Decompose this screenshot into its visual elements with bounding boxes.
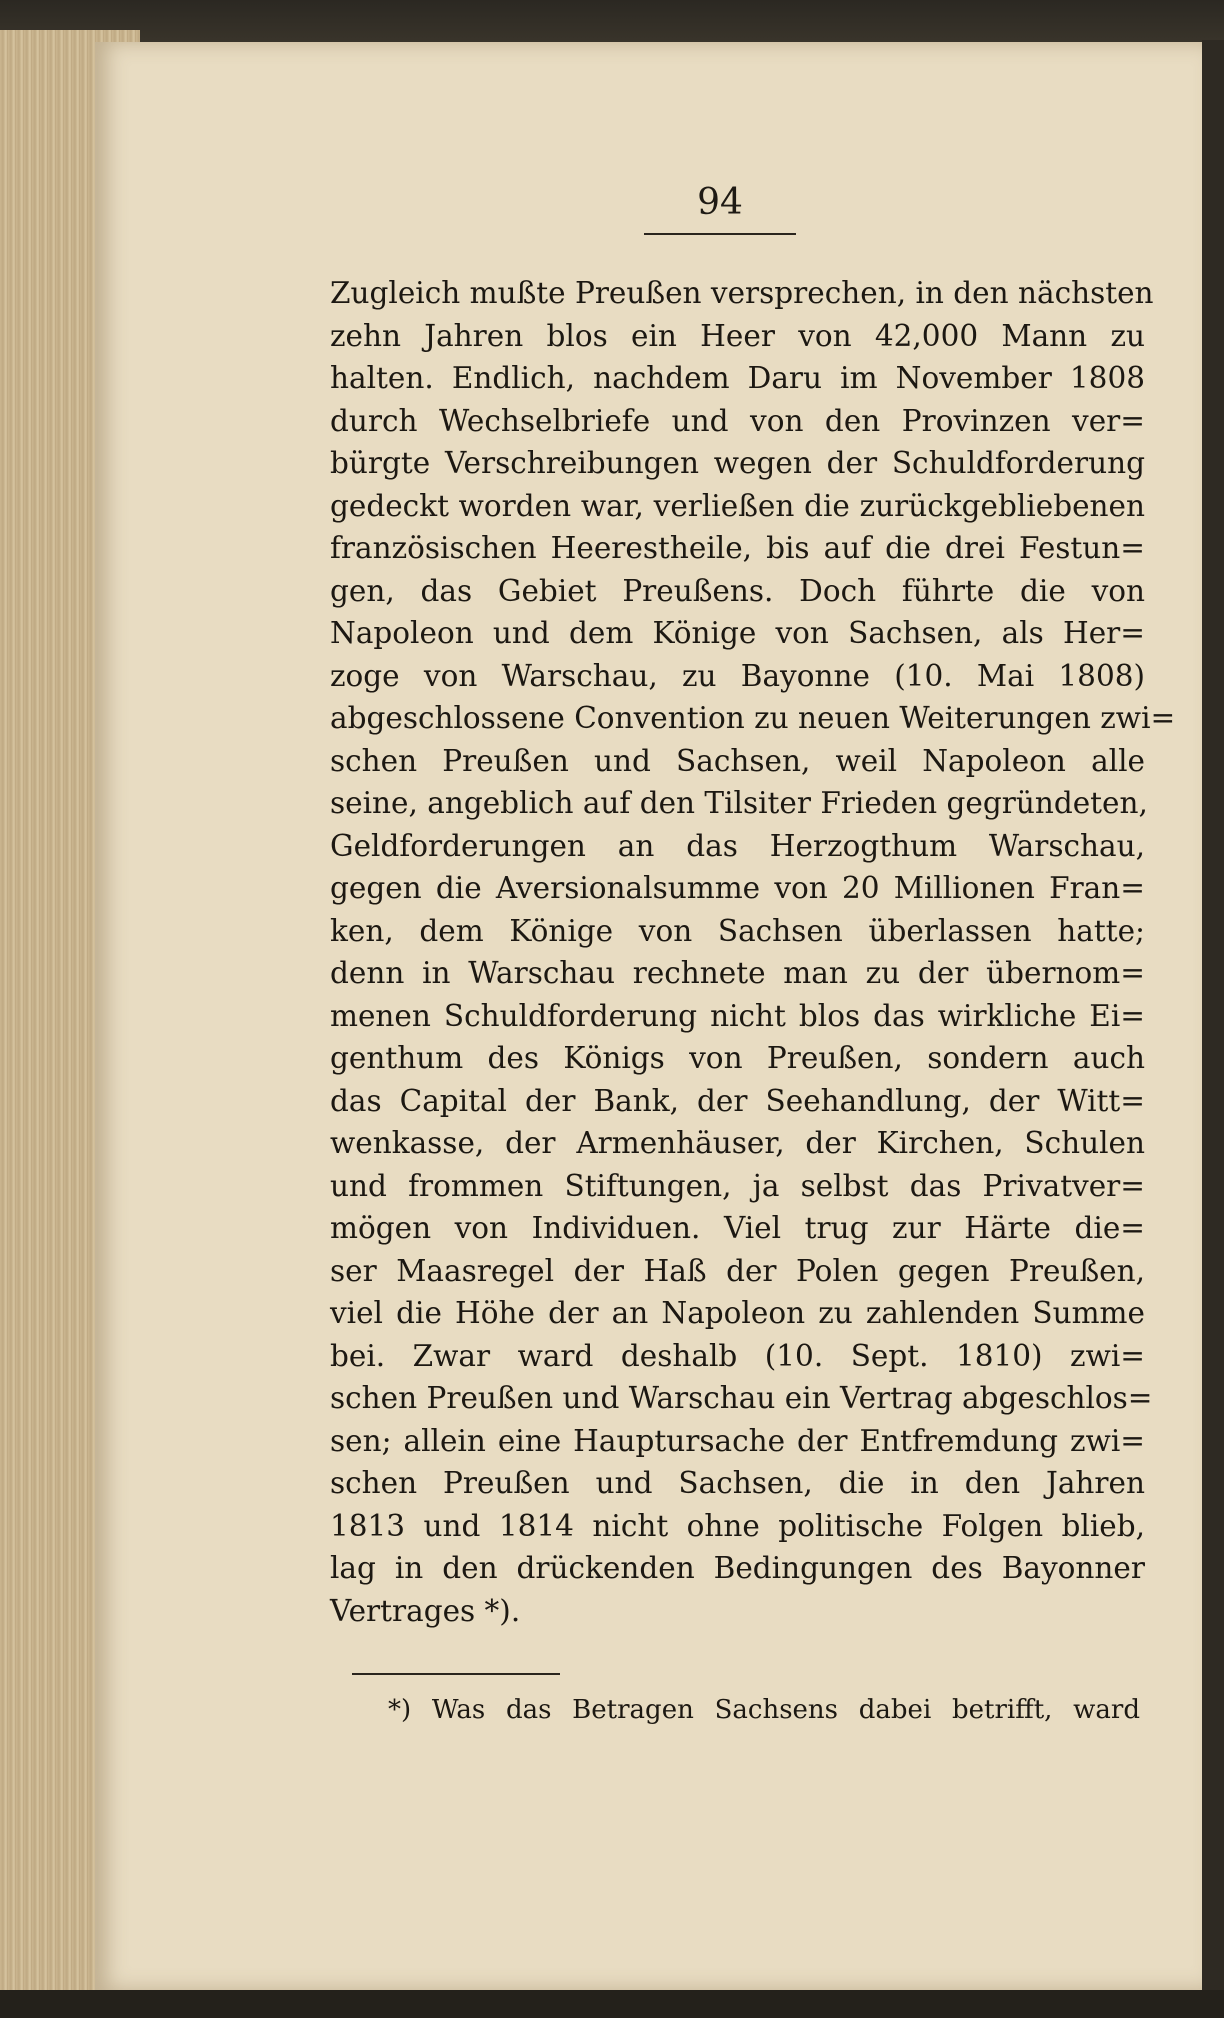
- text-line: das Capital der Bank, der Seehandlung, der Witt=: [330, 1083, 1145, 1118]
- text-line: denn in Warschau rechnete man zu der übernom=: [330, 956, 1145, 990]
- text-line: französischen Heerestheile, bis auf die drei Festun=: [330, 531, 1145, 565]
- text-line: halten. Endlich, nachdem Daru im November 1808: [330, 361, 1145, 395]
- text-line: Geldforderungen an das Herzogthum Warschau,: [330, 828, 1145, 863]
- text-line: zoge von Warschau, zu Bayonne (10. Mai 1808): [330, 658, 1145, 693]
- book-bottom-edge: [0, 1990, 1224, 2018]
- text-line: durch Wechselbriefe und von den Provinzen ver=: [330, 403, 1145, 438]
- text-line: 1813 und 1814 nicht ohne politische Folgen blieb,: [330, 1508, 1145, 1543]
- text-line: seine, angeblich auf den Tilsiter Frieden gegründeten,: [330, 786, 1148, 820]
- text-line: mögen von Individuen. Viel trug zur Härte die=: [330, 1211, 1145, 1245]
- body-text: [330, 272, 1176, 1632]
- text-line: schen Preußen und Sachsen, weil Napoleon alle: [330, 743, 1145, 778]
- text-line: gegen die Aversionalsumme von 20 Millionen Fran=: [330, 871, 1145, 905]
- text-line: zehn Jahren blos ein Heer von 42,000 Mann zu: [330, 318, 1145, 353]
- footnote-rule: [352, 1673, 560, 1675]
- text-line: bei. Zwar ward deshalb (10. Sept. 1810) zwi=: [330, 1338, 1145, 1373]
- text-line: bürgte Verschreibungen wegen der Schuldforderung: [330, 446, 1145, 480]
- text-line: abgeschlossene Convention zu neuen Weiterungen zwi=: [330, 701, 1176, 735]
- text-line: schen Preußen und Sachsen, die in den Jahren: [330, 1466, 1145, 1500]
- header-rule: [644, 233, 796, 235]
- book-top-edge: [0, 0, 1224, 46]
- footnote: *) Was das Betragen Sachsens dabei betrifft, ward: [388, 1695, 1140, 1725]
- text-line: wenkasse, der Armenhäuser, der Kirchen, Schulen: [330, 1126, 1145, 1160]
- text-line: ser Maasregel der Haß der Polen gegen Preußen,: [330, 1253, 1145, 1288]
- page-number: 94: [697, 182, 743, 223]
- text-line: ken, dem Könige von Sachsen überlassen hatte;: [330, 913, 1145, 948]
- text-line: viel die Höhe der an Napoleon zu zahlenden Summe: [330, 1296, 1145, 1330]
- text-line: Zugleich mußte Preußen versprechen, in den nächsten: [330, 276, 1154, 310]
- text-line: lag in den drückenden Bedingungen des Bayonner: [330, 1551, 1145, 1585]
- text-line: genthum des Königs von Preußen, sondern auch: [330, 1041, 1145, 1075]
- text-line: schen Preußen und Warschau ein Vertrag abgeschlos=: [330, 1381, 1153, 1415]
- text-line: gedeckt worden war, verließen die zurückgebliebenen: [330, 488, 1145, 523]
- text-line: Napoleon und dem Könige von Sachsen, als Her=: [330, 616, 1145, 650]
- text-line: sen; allein eine Hauptursache der Entfremdung zwi=: [330, 1423, 1145, 1458]
- book-right-edge: [1202, 40, 1224, 2018]
- text-line-last: Vertrages *).: [330, 1593, 521, 1628]
- text-line: und frommen Stiftungen, ja selbst das Privatver=: [330, 1168, 1145, 1203]
- text-line: gen, das Gebiet Preußens. Doch führte die von: [330, 573, 1145, 608]
- text-line: menen Schuldforderung nicht blos das wirkliche Ei=: [330, 998, 1145, 1033]
